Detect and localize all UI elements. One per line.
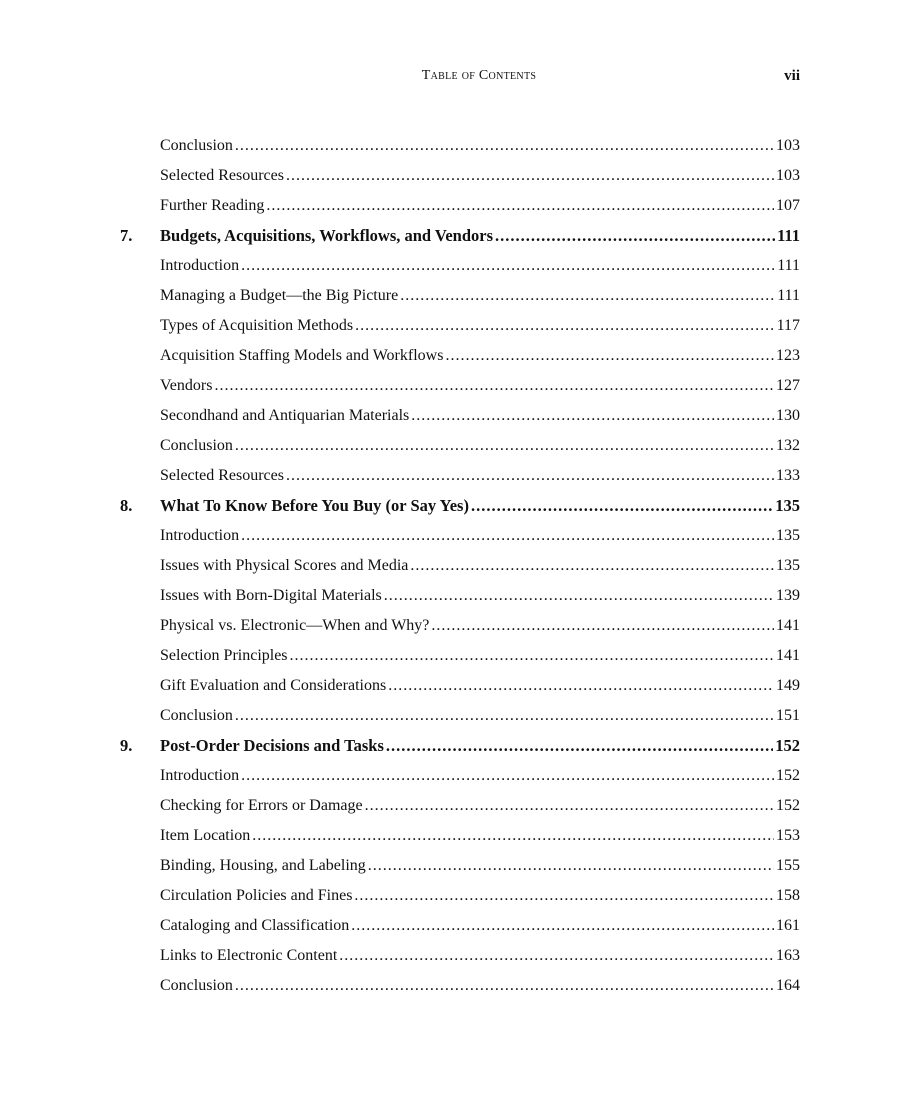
entry-page-number: 135 bbox=[776, 557, 800, 574]
entry-title: Vendors bbox=[160, 377, 213, 394]
dot-leader bbox=[290, 641, 774, 671]
entry-title: Links to Electronic Content bbox=[160, 947, 338, 964]
entry-title: Checking for Errors or Damage bbox=[160, 797, 363, 814]
toc-section-row[interactable] bbox=[0, 311, 900, 341]
entry-page-number: 103 bbox=[776, 137, 800, 154]
dot-leader bbox=[410, 551, 774, 581]
dot-leader bbox=[235, 971, 774, 1001]
dot-leader bbox=[286, 461, 774, 491]
toc-section-row[interactable] bbox=[0, 281, 900, 311]
dot-leader bbox=[445, 341, 774, 371]
dot-leader bbox=[286, 161, 774, 191]
toc-section-row[interactable] bbox=[0, 701, 900, 731]
toc-entry bbox=[160, 161, 800, 191]
dot-leader bbox=[388, 671, 774, 701]
entry-page-number: 141 bbox=[776, 617, 800, 634]
entry-page-number: 132 bbox=[776, 437, 800, 454]
toc-entry bbox=[160, 851, 800, 881]
dot-leader bbox=[266, 191, 774, 221]
entry-page-number: 135 bbox=[776, 527, 800, 544]
toc-entry bbox=[160, 251, 800, 281]
entry-page-number: 111 bbox=[777, 287, 800, 304]
dot-leader bbox=[241, 251, 775, 281]
entry-title: Secondhand and Antiquarian Materials bbox=[160, 407, 410, 424]
dot-leader bbox=[431, 611, 774, 641]
entry-title: Types of Acquisition Methods bbox=[160, 317, 354, 334]
toc-entry bbox=[160, 911, 800, 941]
entry-page-number: 133 bbox=[776, 467, 800, 484]
entry-title: Introduction bbox=[160, 257, 240, 274]
entry-title: Conclusion bbox=[160, 437, 233, 454]
dot-leader bbox=[235, 131, 774, 161]
toc-entry bbox=[160, 611, 800, 641]
entry-page-number: 111 bbox=[777, 257, 800, 274]
entry-title: Budgets, Acquisitions, Workflows, and Vendors bbox=[160, 226, 494, 245]
toc-section-row[interactable] bbox=[0, 851, 900, 881]
entry-page-number: 123 bbox=[776, 347, 800, 364]
toc-section-row[interactable] bbox=[0, 191, 900, 221]
toc-entry bbox=[160, 431, 800, 461]
entry-page-number: 141 bbox=[776, 647, 800, 664]
entry-title: Item Location bbox=[160, 827, 251, 844]
entry-page-number: 153 bbox=[776, 827, 800, 844]
dot-leader bbox=[411, 401, 774, 431]
dot-leader bbox=[351, 911, 774, 941]
entry-title: Gift Evaluation and Considerations bbox=[160, 677, 387, 694]
toc-section-row[interactable] bbox=[0, 131, 900, 161]
toc-entry bbox=[160, 371, 800, 401]
entry-page-number: 127 bbox=[776, 377, 800, 394]
toc-entry bbox=[160, 461, 800, 491]
toc-entry bbox=[160, 131, 800, 161]
dot-leader bbox=[355, 311, 775, 341]
toc-entry bbox=[160, 491, 800, 521]
toc-section-row[interactable] bbox=[0, 431, 900, 461]
toc-entry bbox=[160, 731, 800, 761]
toc-section-row[interactable] bbox=[0, 581, 900, 611]
toc-chapter-row[interactable] bbox=[0, 731, 900, 761]
toc-chapter-row[interactable] bbox=[0, 221, 900, 251]
toc-section-row[interactable] bbox=[0, 911, 900, 941]
toc-entry bbox=[160, 521, 800, 551]
entry-page-number: 149 bbox=[776, 677, 800, 694]
toc-entry bbox=[160, 341, 800, 371]
toc-entry bbox=[160, 671, 800, 701]
dot-leader bbox=[252, 821, 774, 851]
entry-title: Conclusion bbox=[160, 137, 233, 154]
entry-title: Selection Principles bbox=[160, 647, 288, 664]
toc-entry bbox=[160, 791, 800, 821]
toc-chapter-row[interactable] bbox=[0, 491, 900, 521]
toc-entry bbox=[160, 641, 800, 671]
entry-title: Issues with Born-Digital Materials bbox=[160, 587, 382, 604]
toc-section-row[interactable] bbox=[0, 401, 900, 431]
entry-page-number: 152 bbox=[776, 797, 800, 814]
entry-title: Binding, Housing, and Labeling bbox=[160, 857, 366, 874]
toc-entry bbox=[160, 551, 800, 581]
toc-section-row[interactable] bbox=[0, 791, 900, 821]
dot-leader bbox=[241, 761, 774, 791]
toc-section-row[interactable] bbox=[0, 341, 900, 371]
page-header bbox=[0, 66, 900, 86]
toc-entry bbox=[160, 281, 800, 311]
toc-entry bbox=[160, 971, 800, 1001]
toc-section-row[interactable] bbox=[0, 971, 900, 1001]
entry-page-number: 161 bbox=[776, 917, 800, 934]
entry-title: Issues with Physical Scores and Media bbox=[160, 557, 409, 574]
toc-entry bbox=[160, 581, 800, 611]
entry-title: Cataloging and Classification bbox=[160, 917, 350, 934]
entry-title: Selected Resources bbox=[160, 167, 284, 184]
toc-entry bbox=[160, 761, 800, 791]
entry-title: Managing a Budget—the Big Picture bbox=[160, 287, 399, 304]
chapter-number: 7. bbox=[120, 226, 133, 245]
toc-section-row[interactable] bbox=[0, 251, 900, 281]
entry-title: Selected Resources bbox=[160, 467, 284, 484]
entry-title: Introduction bbox=[160, 767, 240, 784]
toc-section-row[interactable] bbox=[0, 641, 900, 671]
toc-section-row[interactable] bbox=[0, 881, 900, 911]
entry-page-number: 107 bbox=[776, 197, 800, 214]
dot-leader bbox=[495, 221, 775, 251]
entry-title: Conclusion bbox=[160, 977, 233, 994]
dot-leader bbox=[368, 851, 774, 881]
entry-page-number: 152 bbox=[776, 767, 800, 784]
entry-page-number: 158 bbox=[776, 887, 800, 904]
running-title: Table of Contents bbox=[421, 68, 537, 83]
dot-leader bbox=[384, 581, 774, 611]
toc-section-row[interactable] bbox=[0, 611, 900, 641]
entry-title: Acquisition Staffing Models and Workflows bbox=[160, 347, 444, 364]
toc-section-row[interactable] bbox=[0, 551, 900, 581]
entry-page-number: 164 bbox=[776, 977, 800, 994]
entry-page-number: 111 bbox=[777, 226, 800, 245]
chapter-number: 8. bbox=[120, 496, 133, 515]
entry-title: Introduction bbox=[160, 527, 240, 544]
entry-page-number: 135 bbox=[775, 496, 800, 515]
page-number: vii bbox=[784, 68, 800, 84]
dot-leader bbox=[235, 431, 774, 461]
entry-title: Post-Order Decisions and Tasks bbox=[160, 736, 384, 755]
toc-entry bbox=[160, 941, 800, 971]
dot-leader bbox=[214, 371, 774, 401]
dot-leader bbox=[365, 791, 774, 821]
toc-entry bbox=[160, 881, 800, 911]
toc-section-row[interactable] bbox=[0, 161, 900, 191]
toc-section-row[interactable] bbox=[0, 371, 900, 401]
toc-section-row[interactable] bbox=[0, 461, 900, 491]
dot-leader bbox=[400, 281, 775, 311]
toc-entry bbox=[160, 701, 800, 731]
dot-leader bbox=[471, 491, 773, 521]
entry-page-number: 155 bbox=[776, 857, 800, 874]
toc-entry bbox=[160, 191, 800, 221]
entry-page-number: 163 bbox=[776, 947, 800, 964]
chapter-number: 9. bbox=[120, 736, 133, 755]
entry-title: Circulation Policies and Fines bbox=[160, 887, 353, 904]
table-of-contents bbox=[0, 131, 900, 1001]
entry-page-number: 139 bbox=[776, 587, 800, 604]
dot-leader bbox=[386, 731, 773, 761]
entry-page-number: 130 bbox=[776, 407, 800, 424]
entry-page-number: 103 bbox=[776, 167, 800, 184]
entry-page-number: 152 bbox=[775, 736, 800, 755]
toc-entry bbox=[160, 221, 800, 251]
dot-leader bbox=[241, 521, 774, 551]
entry-title: Physical vs. Electronic—When and Why? bbox=[160, 617, 430, 634]
toc-section-row[interactable] bbox=[0, 761, 900, 791]
toc-entry bbox=[160, 821, 800, 851]
toc-section-row[interactable] bbox=[0, 521, 900, 551]
toc-section-row[interactable] bbox=[0, 671, 900, 701]
toc-entry bbox=[160, 401, 800, 431]
entry-title: What To Know Before You Buy (or Say Yes) bbox=[160, 496, 469, 515]
toc-section-row[interactable] bbox=[0, 941, 900, 971]
dot-leader bbox=[354, 881, 774, 911]
entry-page-number: 151 bbox=[776, 707, 800, 724]
toc-entry bbox=[160, 311, 800, 341]
entry-title: Conclusion bbox=[160, 707, 233, 724]
dot-leader bbox=[235, 701, 774, 731]
entry-title: Further Reading bbox=[160, 197, 265, 214]
toc-section-row[interactable] bbox=[0, 821, 900, 851]
entry-page-number: 117 bbox=[776, 317, 800, 334]
dot-leader bbox=[339, 941, 774, 971]
